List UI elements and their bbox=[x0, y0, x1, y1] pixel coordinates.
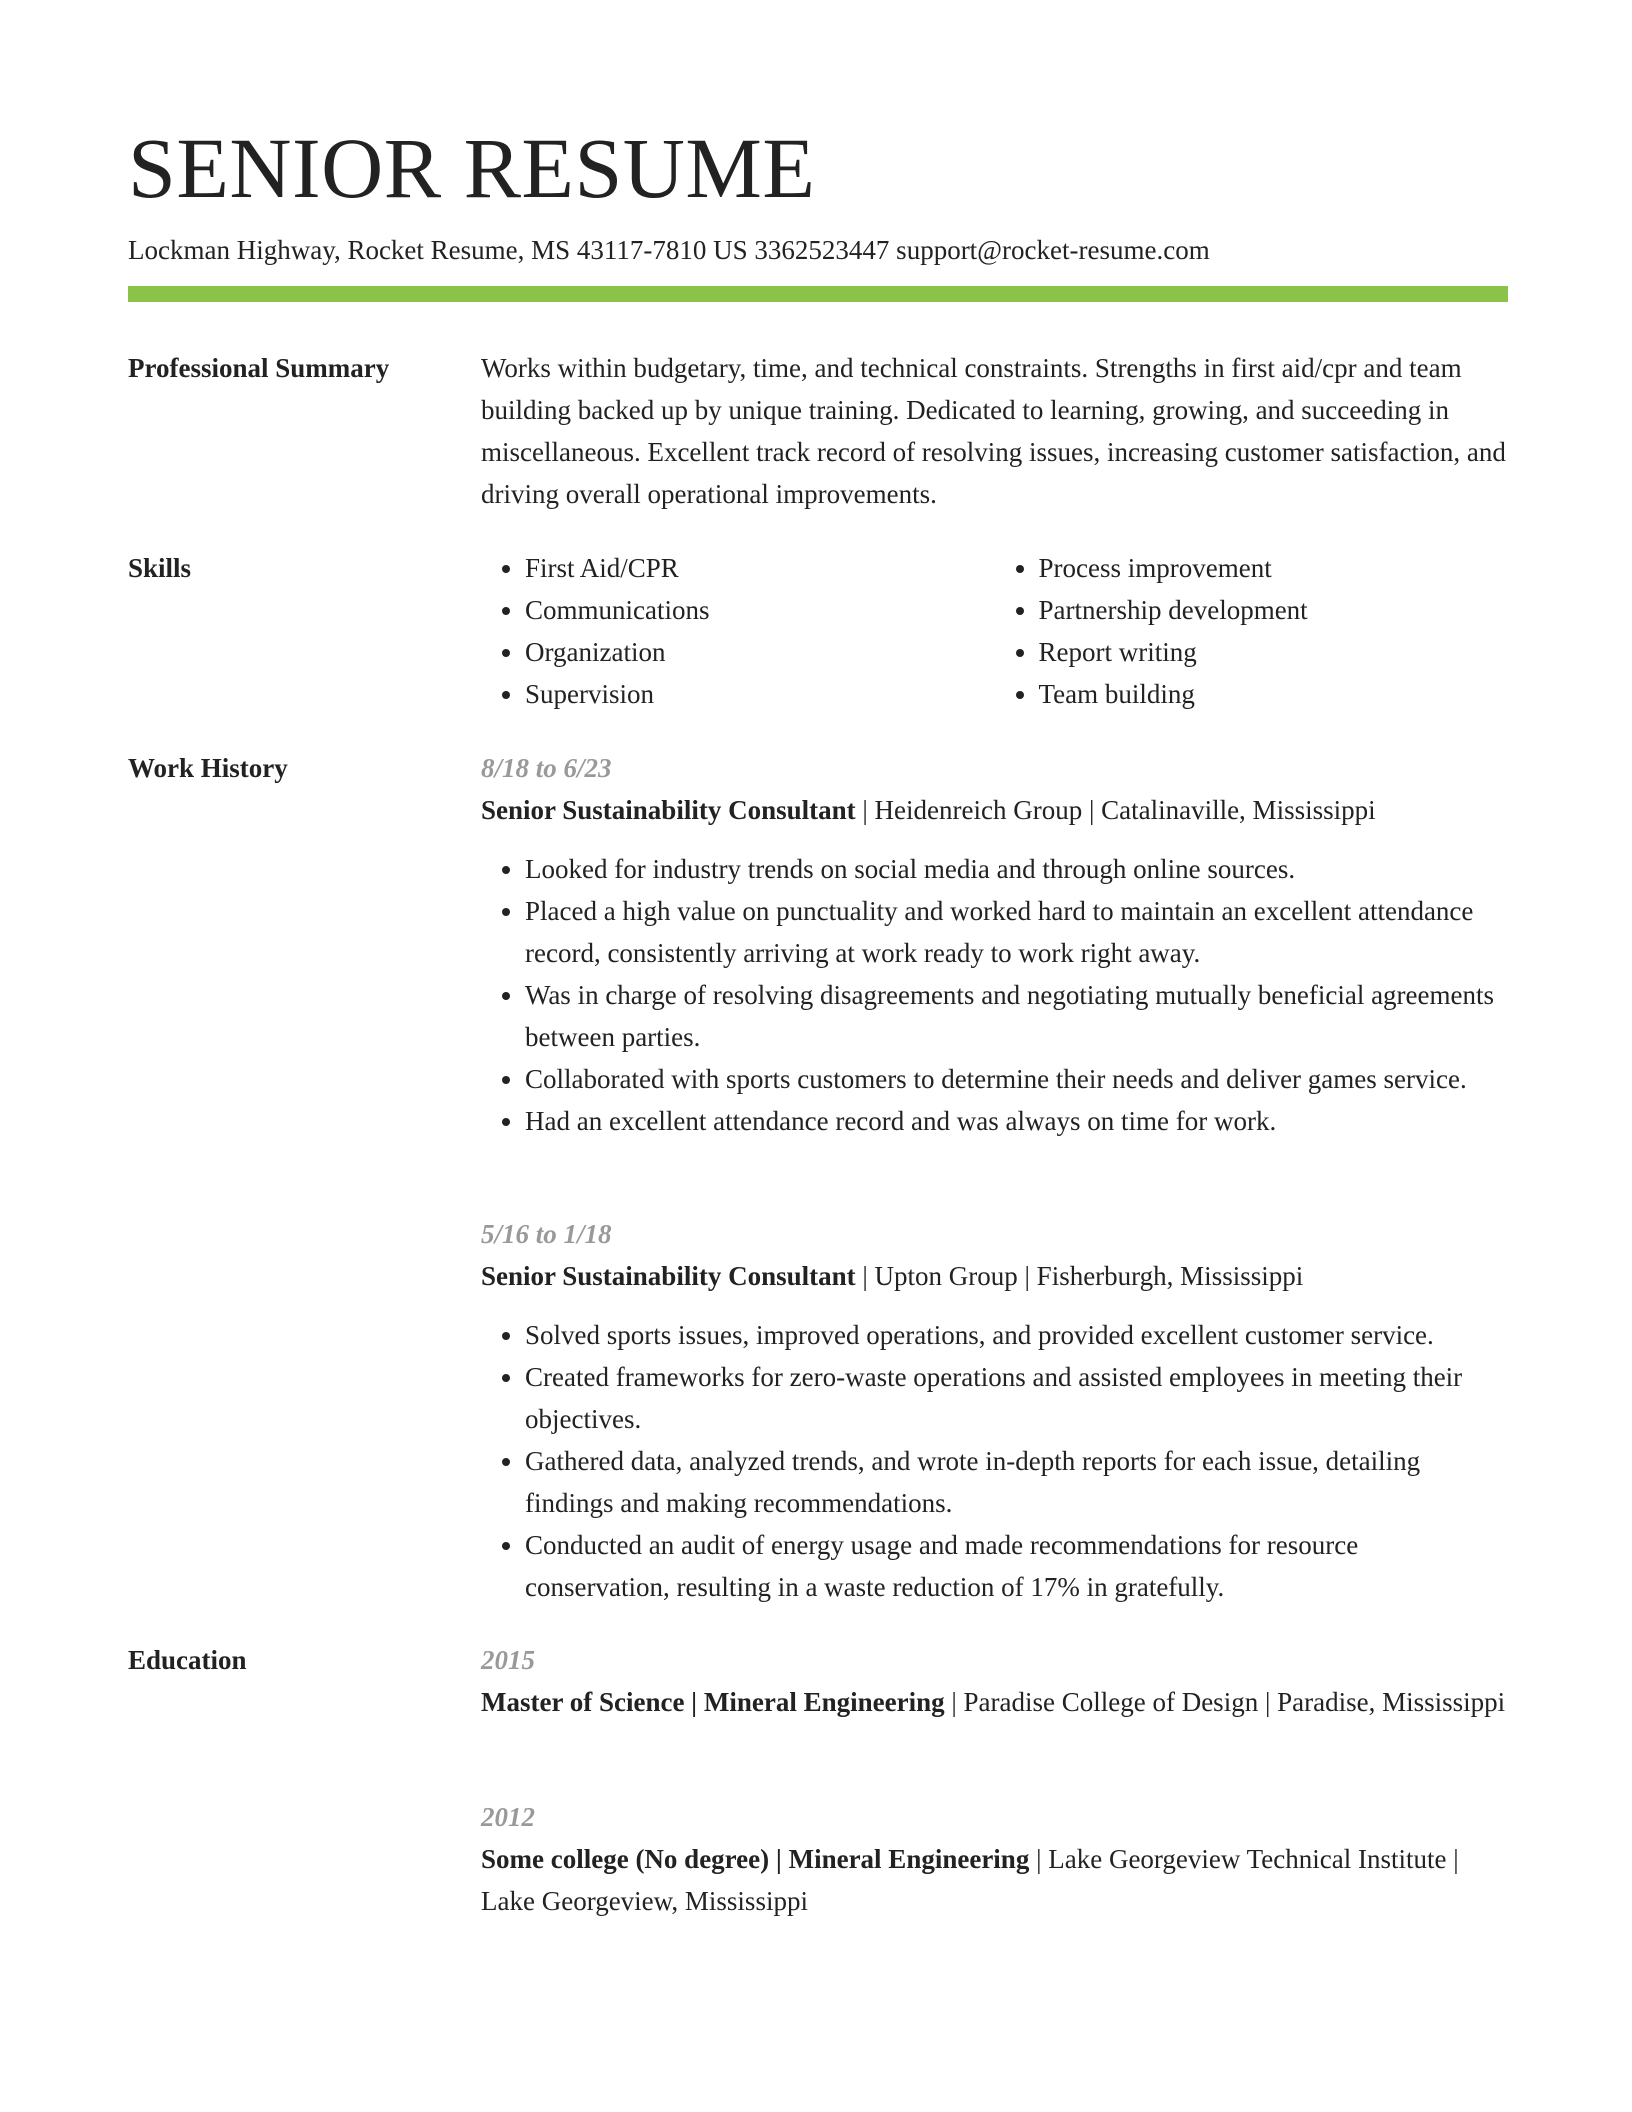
skills-list-right bbox=[995, 547, 1509, 715]
job-heading bbox=[481, 789, 1508, 831]
job-employer-location: | Heidenreich Group | Catalinaville, Mississippi bbox=[855, 795, 1376, 825]
accent-divider bbox=[128, 286, 1508, 302]
job-title: Senior Sustainability Consultant bbox=[481, 795, 856, 825]
job-title: Senior Sustainability Consultant bbox=[481, 1261, 856, 1291]
education-entry bbox=[481, 1796, 1508, 1922]
summary-body bbox=[481, 347, 1508, 515]
contact-info: Lockman Highway, Rocket Resume, MS 43117-7810 US 3362523447 support@rocket-resume.com bbox=[128, 235, 1210, 265]
skill-item: • Supervision bbox=[525, 673, 995, 715]
education-school-location: | Paradise College of Design | Paradise, Mississippi bbox=[944, 1687, 1506, 1717]
education-degree: Some college (No degree) | Mineral Engineering bbox=[481, 1844, 1030, 1874]
skills-list-left bbox=[481, 547, 995, 715]
resume-title: SENIOR RESUME bbox=[128, 120, 816, 216]
skill-item: • Process improvement bbox=[1039, 547, 1509, 589]
duty-item: • Collaborated with sports customers to determine their needs and deliver games service. bbox=[525, 1058, 1508, 1100]
duty-item: • Conducted an audit of energy usage and made recommendations for resource conservation, resulting in a waste reduction of 17% in gratefully. bbox=[525, 1524, 1508, 1608]
job-heading bbox=[481, 1255, 1508, 1297]
skill-item: • Partnership development bbox=[1039, 589, 1509, 631]
duty-item: • Was in charge of resolving disagreements and negotiating mutually beneficial agreements between parties. bbox=[525, 974, 1508, 1058]
duty-item: • Placed a high value on punctuality and worked hard to maintain an excellent attendance record, consistently arriving at work ready to work right away. bbox=[525, 890, 1508, 974]
job-entry bbox=[481, 747, 1508, 1142]
duty-item: • Had an excellent attendance record and was always on time for work. bbox=[525, 1100, 1508, 1142]
job-duties bbox=[481, 848, 1508, 1142]
education-year: 2012 bbox=[481, 1802, 535, 1832]
section-label-education: Education bbox=[128, 1645, 247, 1675]
education-school-location: | Lake Georgeview Technical Institute | Lake Georgeview, Mississippi bbox=[481, 1844, 1459, 1916]
job-dates: 5/16 to 1/18 bbox=[481, 1219, 612, 1249]
education-heading bbox=[481, 1681, 1508, 1723]
duty-item: • Looked for industry trends on social media and through online sources. bbox=[525, 848, 1508, 890]
skill-item: • First Aid/CPR bbox=[525, 547, 995, 589]
duty-item: • Solved sports issues, improved operations, and provided excellent customer service. bbox=[525, 1314, 1508, 1356]
skills-body bbox=[481, 547, 1508, 715]
summary-text: Works within budgetary, time, and technical constraints. Strengths in first aid/cpr and team building backed up by unique training. Dedicated to learning, growing, and succeeding in miscellaneous. Excellent track record of resolving issues, increasing customer satisfaction, and driving overall operational improvements. bbox=[481, 353, 1506, 509]
skill-item: • Organization bbox=[525, 631, 995, 673]
duty-item: • Gathered data, analyzed trends, and wrote in-depth reports for each issue, detailing findings and making recommendations. bbox=[525, 1440, 1508, 1524]
duty-item: • Created frameworks for zero-waste operations and assisted employees in meeting their objectives. bbox=[525, 1356, 1508, 1440]
section-label-summary: Professional Summary bbox=[128, 353, 390, 383]
education-heading bbox=[481, 1838, 1508, 1922]
education-degree: Master of Science | Mineral Engineering bbox=[481, 1687, 945, 1717]
job-entry bbox=[481, 1213, 1508, 1608]
job-dates: 8/18 to 6/23 bbox=[481, 753, 612, 783]
skill-item: • Communications bbox=[525, 589, 995, 631]
education-year: 2015 bbox=[481, 1645, 535, 1675]
section-label-skills: Skills bbox=[128, 553, 192, 583]
section-label-work: Work History bbox=[128, 753, 288, 783]
education-entry bbox=[481, 1639, 1508, 1723]
skill-item: • Report writing bbox=[1039, 631, 1509, 673]
job-duties bbox=[481, 1314, 1508, 1608]
skills-columns bbox=[481, 547, 1508, 715]
job-employer-location: | Upton Group | Fisherburgh, Mississippi bbox=[855, 1261, 1304, 1291]
skill-item: • Team building bbox=[1039, 673, 1509, 715]
